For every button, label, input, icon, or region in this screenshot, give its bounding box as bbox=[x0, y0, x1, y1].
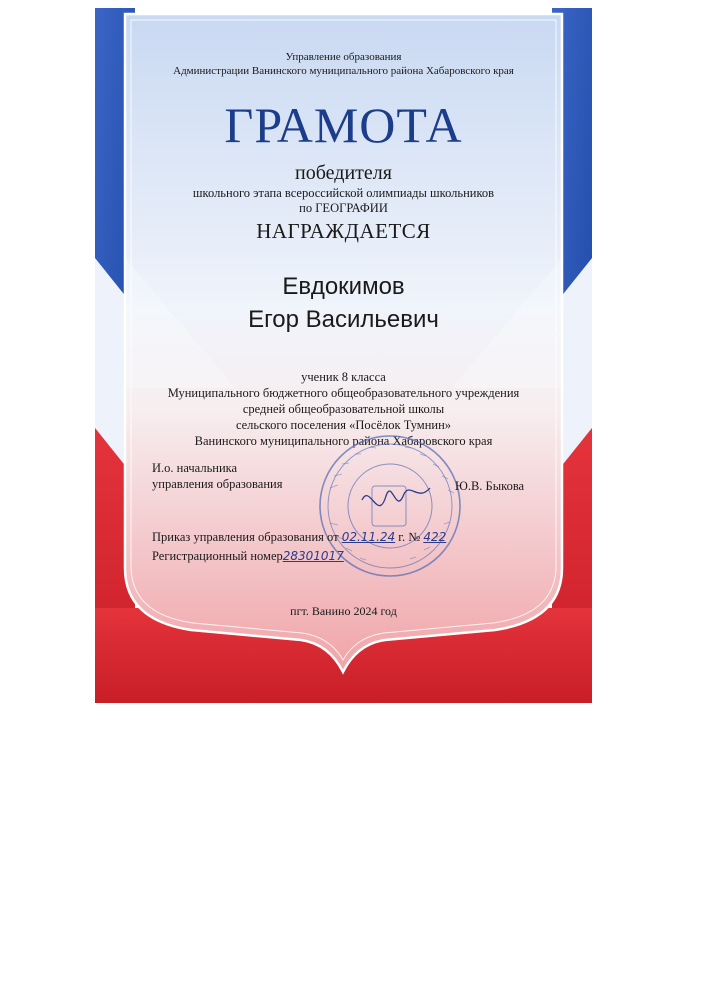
award-line: НАГРАЖДАЕТСЯ bbox=[256, 219, 431, 243]
order-date: 02.11.24 bbox=[341, 530, 396, 544]
registration-line bbox=[152, 549, 344, 564]
org-line-2: Администрации Ванинского муниципального района Хабаровского края bbox=[173, 65, 514, 77]
order-year-suffix: г. № bbox=[398, 530, 421, 544]
school-line-3: сельского поселения «Посёлок Тумнин» bbox=[235, 418, 452, 432]
recipient-grade: ученик 8 класса bbox=[301, 370, 386, 384]
school-line-1: Муниципального бюджетного общеобразовательного учреждения bbox=[167, 386, 520, 400]
order-line bbox=[152, 530, 446, 545]
order-number: 422 bbox=[423, 530, 447, 544]
order-label: Приказ управления образования от bbox=[152, 530, 339, 544]
recipient-given-names: Егор Васильевич bbox=[248, 306, 439, 333]
recipient-surname: Евдокимов bbox=[282, 273, 405, 300]
signer-title-line-2: управления образования bbox=[152, 477, 283, 491]
registration-label: Регистрационный номер bbox=[152, 549, 283, 563]
school-line-4: Ванинского муниципального района Хабаровского края bbox=[194, 434, 493, 448]
certificate-title: ГРАМОТА bbox=[224, 97, 463, 153]
signer-name: Ю.В. Быкова bbox=[455, 479, 525, 493]
olympiad-line-2: по ГЕОГРАФИИ bbox=[299, 201, 388, 215]
place-and-year: пгт. Ванино 2024 год bbox=[290, 604, 397, 618]
olympiad-line-1: школьного этапа всероссийской олимпиады школьников bbox=[192, 186, 495, 200]
registration-number: 28301017 bbox=[282, 549, 344, 563]
certificate-subtitle: победителя bbox=[295, 162, 392, 184]
certificate bbox=[95, 8, 592, 703]
school-line-2: средней общеобразовательной школы bbox=[242, 402, 445, 416]
signer-title-line-1: И.о. начальника bbox=[152, 461, 238, 475]
org-line-1: Управление образования bbox=[285, 51, 402, 63]
